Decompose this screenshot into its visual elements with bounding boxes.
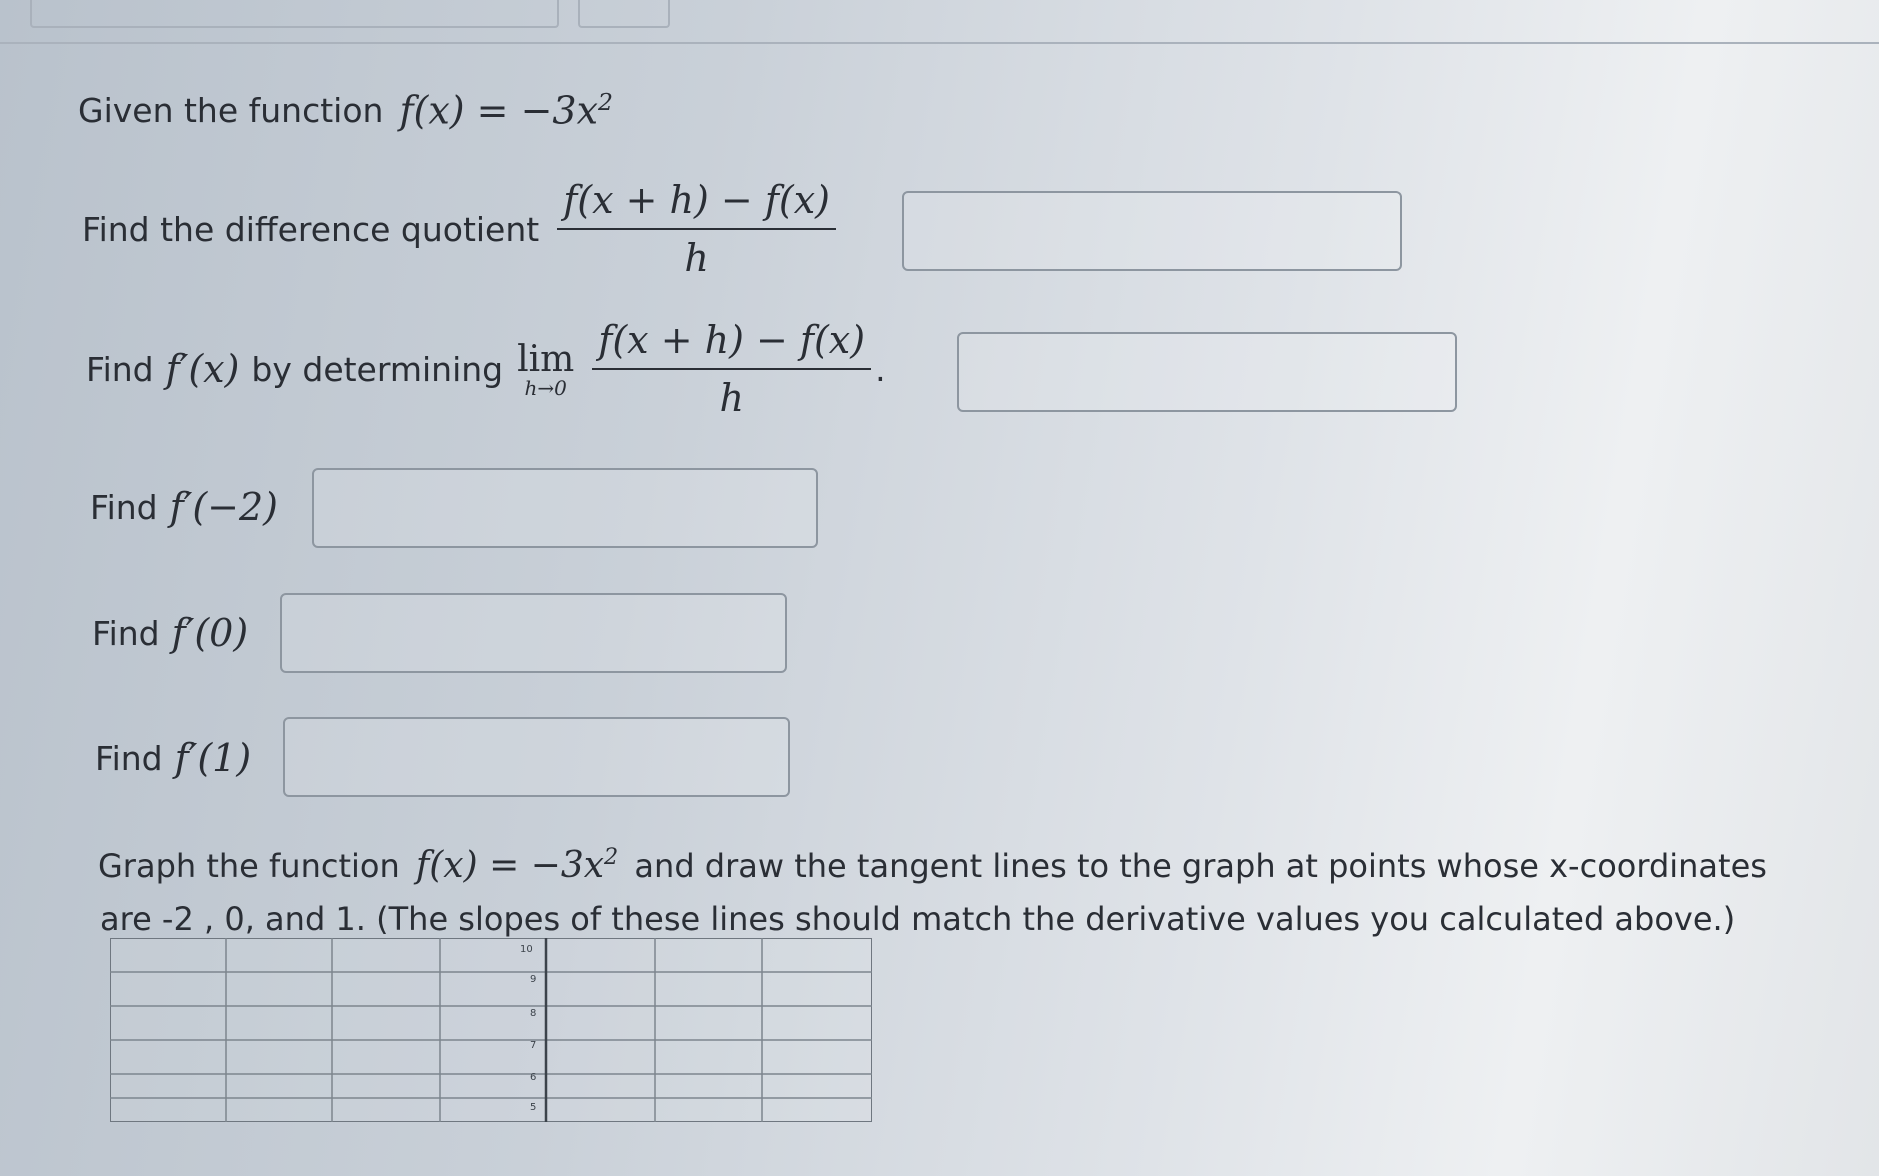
given-math-exponent: 2: [598, 88, 614, 116]
fraction-denominator: h: [719, 376, 744, 420]
f-prime-0-row: [92, 611, 248, 655]
find-label: Find: [92, 613, 160, 653]
y-tick-label: 5: [530, 1102, 537, 1113]
y-tick-label: 7: [530, 1040, 537, 1051]
graph-math-expr: f(x) = −3x: [415, 845, 605, 886]
f-prime-0: f′(0): [171, 611, 249, 655]
limit-subscript: h→0: [524, 375, 567, 400]
f-prime-0-answer-input[interactable]: [280, 593, 787, 673]
limit-text: lim: [517, 338, 575, 380]
difference-quotient-row: [82, 178, 854, 280]
y-tick-label: 8: [530, 1008, 537, 1019]
f-prime-neg2-answer-input[interactable]: [312, 468, 818, 548]
given-math-expr: f(x) = −3x: [399, 88, 599, 133]
limit-operator: [517, 339, 574, 400]
f-prime-1: f′(1): [174, 736, 252, 780]
f-prime-1-row: [95, 736, 251, 780]
derivative-find-label: Find: [86, 349, 154, 389]
graph-canvas[interactable]: [110, 938, 872, 1122]
graph-instruction-line1: [98, 844, 1767, 886]
f-prime-neg2: f′(−2): [169, 485, 278, 529]
derivative-limit-row: [86, 318, 886, 420]
derivative-answer-input[interactable]: [957, 332, 1457, 412]
difference-quotient-fraction: [557, 178, 836, 280]
toolbar-tab-small[interactable]: [578, 0, 670, 28]
graph-instruction-math: [416, 845, 618, 886]
find-label: Find: [95, 738, 163, 778]
difference-quotient-answer-input[interactable]: [902, 191, 1402, 271]
derivative-func: f′(x): [165, 347, 240, 391]
given-label: Given the function: [78, 90, 384, 130]
given-math: [399, 88, 613, 133]
period: .: [875, 349, 886, 389]
graph-instruction-part2: and draw the tangent lines to the graph at points whose x-coordinates: [634, 847, 1767, 885]
graph-math-exponent: 2: [604, 844, 619, 870]
fraction-denominator: h: [684, 236, 709, 280]
y-tick-label: 10: [520, 944, 533, 955]
find-label: Find: [90, 487, 158, 527]
derivative-by-label: by determining: [251, 349, 504, 389]
f-prime-1-answer-input[interactable]: [283, 717, 790, 797]
y-tick-label: 6: [530, 1072, 537, 1083]
f-prime-neg2-row: [90, 485, 278, 529]
toolbar-tab[interactable]: [30, 0, 559, 28]
y-tick-label: 9: [530, 974, 537, 985]
fraction-numerator: f(x + h) − f(x): [592, 318, 871, 370]
derivative-fraction: [592, 318, 871, 420]
graph-instruction-line2: are -2 , 0, and 1. (The slopes of these lines should match the derivative values you calculated above.): [100, 900, 1736, 938]
graph-instruction-part1: Graph the function: [98, 847, 400, 885]
fraction-numerator: f(x + h) − f(x): [557, 178, 836, 230]
given-function-row: [78, 88, 613, 133]
top-toolbar: [0, 0, 1879, 44]
difference-quotient-label: Find the difference quotient: [82, 209, 540, 249]
graph-border: [110, 938, 872, 1122]
